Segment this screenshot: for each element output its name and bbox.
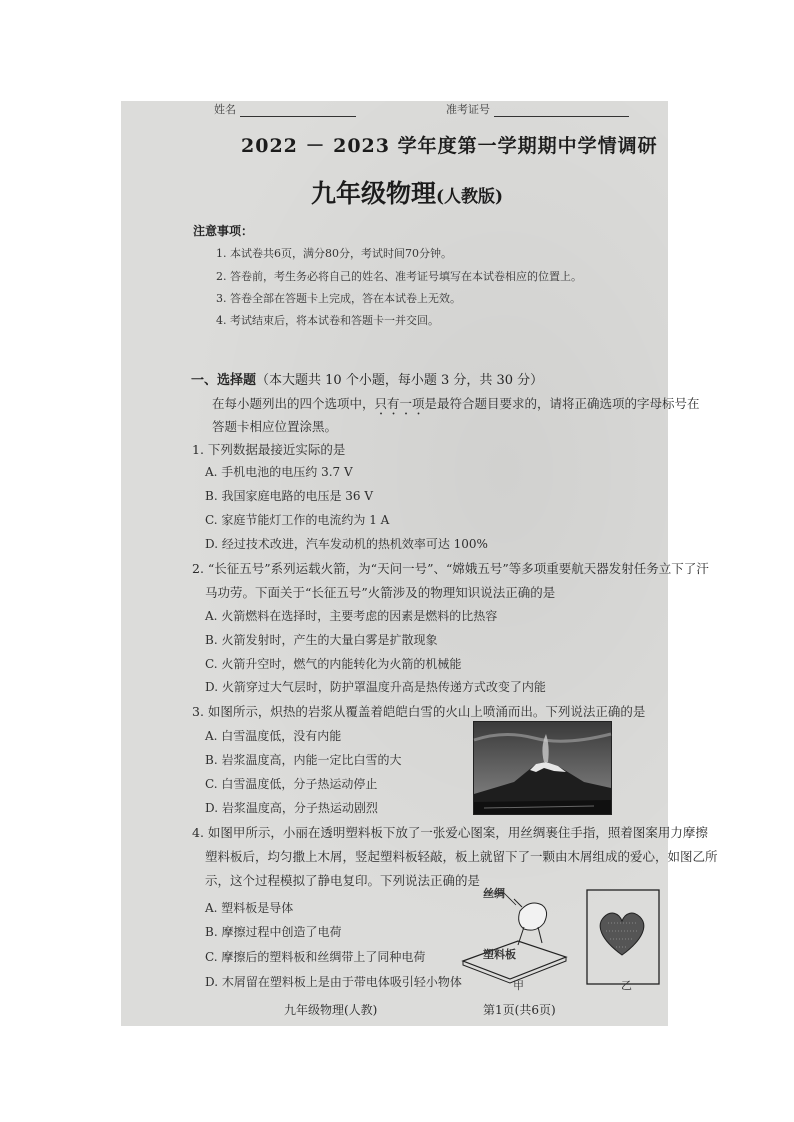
section-heading <box>191 369 543 388</box>
question-4-stem-cont: 示，这个过程模拟了静电复印。下列说法正确的是 <box>205 873 481 888</box>
q1-option-a[interactable]: A. 手机电池的电压约 3.7 V <box>205 465 353 479</box>
q2-option-d[interactable]: D. 火箭穿过大气层时，防护罩温度升高是热传递方式改变了内能 <box>205 680 546 694</box>
q1-option-b[interactable]: B. 我国家庭电路的电压是 36 V <box>205 489 374 503</box>
q4-option-a[interactable]: A. 塑料板是导体 <box>205 901 294 915</box>
subject-title <box>311 174 503 210</box>
exam-paper <box>121 101 718 1026</box>
plastic-label: 塑料板 <box>483 948 516 961</box>
q1-option-c[interactable]: C. 家庭节能灯工作的电流约为 1 A <box>205 513 390 527</box>
section-title: 一、选择题 <box>191 373 257 388</box>
id-field[interactable] <box>446 101 629 117</box>
question-4-stem: 4. 如图甲所示，小丽在透明塑料板下放了一张爱心图案，用丝绸裹住手指，照着图案用力摩擦 <box>192 825 708 840</box>
q3-option-d[interactable]: D. 岩浆温度高，分子热运动剧烈 <box>205 801 378 815</box>
q1-option-d[interactable]: D. 经过技术改进，汽车发动机的热机效率可达 100% <box>205 537 488 551</box>
q3-option-a[interactable]: A. 白雪温度低，没有内能 <box>205 729 342 743</box>
footer-subject: 九年级物理(人教) <box>284 1003 378 1017</box>
question-1-stem: 1. 下列数据最接近实际的是 <box>192 442 346 457</box>
id-label: 准考证号 <box>446 103 490 116</box>
section-instruction-2: 答题卡相应位置涂黑。 <box>212 419 338 434</box>
notice-heading: 注意事项： <box>193 224 254 238</box>
q2-option-b[interactable]: B. 火箭发射时，产生的大量白雾是扩散现象 <box>205 633 438 647</box>
notice-item: 2. 答卷前，考生务必将自己的姓名、准考证号填写在本试卷相应的位置上。 <box>216 270 582 283</box>
section-instruction <box>212 394 700 418</box>
instruction-text: 是最符合题目要求的，请将正确选项的字母标号在 <box>424 396 700 411</box>
q3-option-b[interactable]: B. 岩浆温度高，内能一定比白雪的大 <box>205 753 402 767</box>
q4-option-c[interactable]: C. 摩擦后的塑料板和丝绸带上了同种电荷 <box>205 950 426 964</box>
q3-option-c[interactable]: C. 白雪温度低，分子热运动停止 <box>205 777 378 791</box>
name-field[interactable] <box>214 101 356 117</box>
figure-jia-label: 甲 <box>513 979 524 992</box>
silk-label: 丝绸 <box>483 887 505 900</box>
notice-item: 4. 考试结束后，将本试卷和答题卡一并交回。 <box>216 314 439 327</box>
question-2-stem: 2. “长征五号”系列运载火箭，为“天问一号”、“嫦娥五号”等多项重要航天器发射任务立下了汗 <box>192 561 709 576</box>
exam-title: 2022 － 2023 学年度第一学期期中学情调研 <box>241 135 658 157</box>
question-3-stem: 3. 如图所示，炽热的岩浆从覆盖着皑皑白雪的火山上喷涌而出。下列说法正确的是 <box>192 704 646 719</box>
notice-item: 1. 本试卷共6页，满分80分，考试时间70分钟。 <box>216 247 452 260</box>
footer-page: 第1页(共6页) <box>483 1003 556 1017</box>
volcano-image <box>474 722 611 814</box>
id-underline <box>494 106 629 117</box>
heart-plate <box>586 889 666 989</box>
question-2-stem-cont: 马功劳。下面关于“长征五号”火箭涉及的物理知识说法正确的是 <box>205 585 556 600</box>
section-note: （本大题共 10 个小题，每小题 3 分，共 30 分） <box>256 373 544 388</box>
notice-item: 3. 答卷全部在答题卡上完成，答在本试卷上无效。 <box>216 292 461 305</box>
instruction-text: 在每小题列出的四个选项中， <box>212 396 375 411</box>
instruction-emphasis: 只有一项 <box>374 396 425 411</box>
volcano-photo <box>473 721 612 815</box>
question-4-stem-cont: 塑料板后，均匀撒上木屑，竖起塑料板轻敲，板上就留下了一颗由木屑组成的爱心，如图乙所 <box>205 849 718 864</box>
q2-option-a[interactable]: A. 火箭燃料在选择时，主要考虑的因素是燃料的比热容 <box>205 609 498 623</box>
q4-option-d[interactable]: D. 木屑留在塑料板上是由于带电体吸引轻小物体 <box>205 975 462 989</box>
figure-yi-label: 乙 <box>621 979 632 992</box>
name-label: 姓名 <box>214 103 236 116</box>
figure-yi <box>586 889 666 989</box>
q2-option-c[interactable]: C. 火箭升空时，燃气的内能转化为火箭的机械能 <box>205 657 462 671</box>
q4-option-b[interactable]: B. 摩擦过程中创造了电荷 <box>205 925 342 939</box>
edition-label: (人教版) <box>436 187 504 207</box>
subject-name: 九年级物理 <box>311 179 437 208</box>
name-underline <box>240 106 356 117</box>
